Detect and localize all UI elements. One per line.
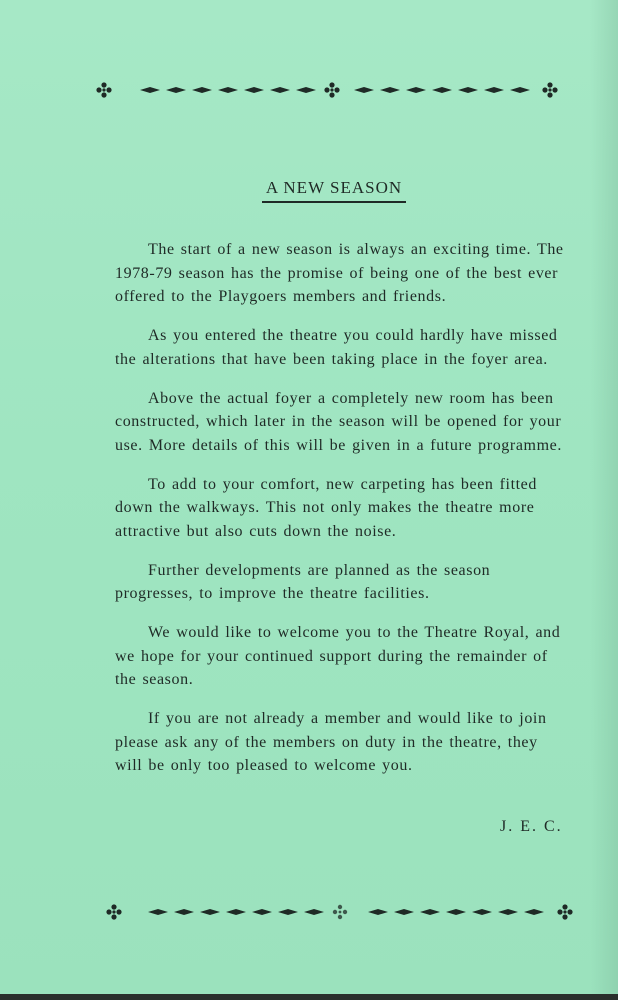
paragraph: Further developments are planned as the season progresses, to improve the theatre facilities. — [115, 561, 491, 602]
paragraph: As you entered the theatre you could hardly have missed the alterations that have been taking place in the foyer area. — [115, 327, 558, 368]
page-bottom-edge — [0, 994, 618, 1000]
paragraph: If you are not already a member and would like to join please ask any of the members on duty in the theatre, they will be only too pleased to welcome you. — [115, 710, 547, 774]
bottom-border-svg — [92, 900, 582, 924]
fleuron-icon — [557, 904, 572, 919]
paragraph: The start of a new season is always an exciting time. The 1978-79 season has the promise of being one of the best ever offered to the Playgoers members and friends. — [115, 241, 564, 305]
arrow-ornament-icon — [140, 87, 316, 93]
fleuron-icon — [324, 82, 339, 97]
bottom-ornamental-border — [92, 900, 582, 924]
arrow-ornament-icon — [368, 909, 544, 915]
page-edge-shadow — [590, 0, 618, 1000]
paragraph: Above the actual foyer a completely new room has been constructed, which later in the season will be opened for your use. More details of this will be given in a future programme. — [115, 389, 562, 454]
article-body — [115, 238, 567, 793]
fleuron-icon — [542, 82, 557, 97]
page-title-wrap — [0, 178, 618, 203]
author-signature: J. E. C. — [500, 818, 563, 835]
paragraph: To add to your comfort, new carpeting has been fitted down the walkways. This not only makes the theatre more attractive but also cuts down the noise. — [115, 475, 537, 540]
arrow-ornament-icon — [148, 909, 324, 915]
arrow-ornament-icon — [354, 87, 530, 93]
fleuron-icon — [106, 904, 121, 919]
fleuron-icon — [333, 905, 347, 919]
fleuron-icon — [96, 82, 111, 97]
top-border-svg — [92, 78, 582, 102]
top-ornamental-border — [92, 78, 582, 102]
page-title: A NEW SEASON — [262, 178, 406, 203]
paragraph: We would like to welcome you to the Theatre Royal, and we hope for your continued support during the remainder of the season. — [115, 624, 561, 688]
